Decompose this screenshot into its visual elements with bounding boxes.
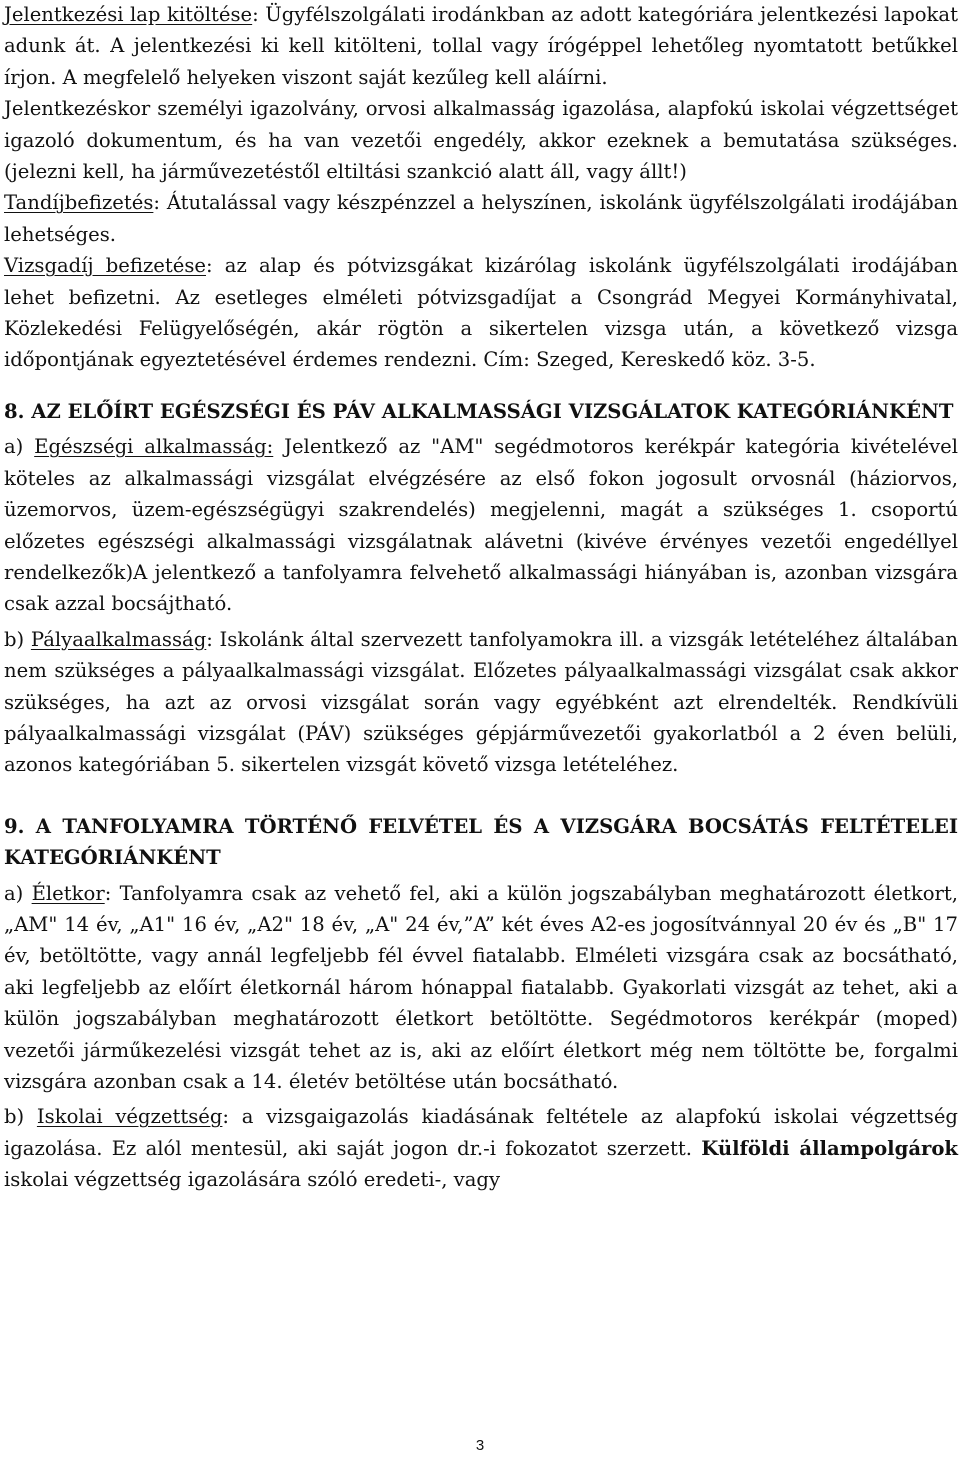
- education-text: : a vizsgaigazolás kiadásának feltétele az alapfokú iskolai végzettség igazolása. Ez alól mentesül, aki saját jogon dr.-i fokozatot szerzett.: [4, 1105, 958, 1160]
- section-9-item-a: a) Életkor: Tanfolyamra csak az vehető fel, aki a külön jogszabályban meghatározott életkort, „AM" 14 év, „A1" 16 év, „A2" 18 év, „A" 24 év,”A” két éves A2-es jogosítvánnyal 20 év és „B" 17 év, betöltötte, vagy annál legfeljebb fél évvel fiatalabb. Elméleti vizsgára csak az bocsátható, aki legfeljebb az előírt életkornál három hónappal fiatalabb. Gyakorlati vizsgát az tehet, aki a külön jogszabályban meghatározott életkort betöltötte. Segédmotoros kerékpár (moped) vezetői járműkezelési vizsgát tehet az is, aki az előírt életkort még nem töltötte be, forgalmi vizsgára azonban csak a 14. életév betöltése után bocsátható.: [4, 881, 958, 1093]
- education-title: Iskolai végzettség: [36, 1105, 223, 1129]
- paragraph-exam-fee: Vizsgadíj befizetése: az alap és pótvizsgákat kizárólag iskolánk ügyfélszolgálati irodájában lehet befizetni. Az esetleges elméleti pótvizsgadíjat a Csongrád Megyei Kormányhivatal, Közlekedési Felügyelőségén, akár rögtön a sikertelen vizsga után, a következő vizsga időpontjának egyeztetésével érdemes rendezni. Cím: Szeged, Kereskedő köz. 3-5.: [4, 254, 958, 372]
- age-text: : Tanfolyamra csak az vehető fel, aki a külön jogszabályban meghatározott életkort, „AM" 14 év, „A1" 16 év, „A2" 18 év, „A" 24 év,”A” két éves A2-es jogosítvánnyal 20 év és „B" 17 év, betöltötte, vagy annál legfeljebb fél évvel fiatalabb. Elméleti vizsgára csak az bocsátható, aki legfeljebb az előírt életkornál három hónappal fiatalabb. Gyakorlati vizsgát az tehet, aki a külön jogszabályban meghatározott életkort betöltötte. Segédmotoros kerékpár (moped) vezetői járműkezelési vizsgát tehet az is, aki az előírt életkort még nem töltötte be, forgalmi vizsgára azonban csak a 14. életév betöltése után bocsátható.: [4, 881, 958, 1093]
- registration-form-title: Jelentkezési lap kitöltése: [4, 3, 253, 26]
- registration-form-text: Ügyfélszolgálati irodánkban az adott kategóriára jelentkezési lapokat adunk át. A jelentkezési ki kell kitölteni, tollal vagy írógéppel lehetőleg nyomtatott betűkkel írjon. A megfelelő helyeken viszont saját kezűleg kell aláírni.: [4, 3, 958, 89]
- tuition-payment-text: Átutalással vagy készpénzzel a helyszínen, iskolánk ügyfélszolgálati irodájában lehetséges.: [4, 191, 958, 246]
- paragraph-registration-form: Jelentkezési lap kitöltése: Ügyfélszolgálati irodánkban az adott kategóriára jelentkezési lapokat adunk át. A jelentkezési ki kell kitölteni, tollal vagy írógéppel lehetőleg nyomtatott betűkkel írjon. A megfelelő helyeken viszont saját kezűleg kell aláírni.: [4, 3, 958, 89]
- paragraph-tuition-payment: Tandíjbefizetés: Átutalással vagy készpénzzel a helyszínen, iskolánk ügyfélszolgálati irodájában lehetséges.: [4, 191, 958, 246]
- health-fitness-text: Jelentkező az "AM" segédmotoros kerékpár kategória kivételével köteles az alkalmassági vizsgálat elvégzésére az első fokon jogosult orvosnál (háziorvos, üzemorvos, üzem-egészségügyi szakrendelés) megjelenni, magát a szükséges 1. csoportú előzetes egészségi alkalmassági vizsgálatnak alávetni (kivéve érvényes vezetői engedéllyel rendelkezők)A jelentkező a tanfolyamra felvehető alkalmassági hiányában is, azonban vizsgára csak azzal bocsájtható.: [4, 435, 958, 616]
- section-8-item-b: b) Pályaalkalmasság: Iskolánk által szervezett tanfolyamokra ill. a vizsgák letételéhez általában nem szükséges a pályaalkalmassági vizsgálat. Előzetes pályaalkalmassági vizsgálat csak akkor szükséges, ha azt az orvosi vizsgálat során vagy egyébként azt elrendelték. Rendkívüli pályaalkalmassági vizsgálat (PÁV) szükséges gépjárművezetői gyakorlatból a 2 éven belüli, azonos kategóriában 5. sikertelen vizsgát követő vizsga letételéhez.: [4, 627, 958, 777]
- section-8-item-a: a) Egészségi alkalmasság: Jelentkező az "AM" segédmotoros kerékpár kategória kivételével köteles az alkalmassági vizsgálat elvégzésére az első fokon jogosult orvosnál (háziorvos, üzemorvos, üzem-egészségügyi szakrendelés) megjelenni, magát a szükséges 1. csoportú előzetes egészségi alkalmassági vizsgálatnak alávetni (kivéve érvényes vezetői engedéllyel rendelkezők)A jelentkező a tanfolyamra felvehető alkalmassági hiányában is, azonban vizsgára csak azzal bocsájtható.: [4, 435, 958, 616]
- health-fitness-title: Egészségi alkalmasság:: [34, 435, 274, 459]
- career-fitness-text: : Iskolánk által szervezett tanfolyamokra ill. a vizsgák letételéhez általában nem szükséges a pályaalkalmassági vizsgálat. Előzetes pályaalkalmassági vizsgálat csak akkor szükséges, ha azt az orvosi vizsgálat során vagy egyébként azt elrendelték. Rendkívüli pályaalkalmassági vizsgálat (PÁV) szükséges gépjárművezetői gyakorlatból a 2 éven belüli, azonos kategóriában 5. sikertelen vizsgát követő vizsga letételéhez.: [4, 627, 958, 777]
- section-9-item-b: b) Iskolai végzettség: a vizsgaigazolás kiadásának feltétele az alapfokú iskolai végzettség igazolása. Ez alól mentesül, aki saját jogon dr.-i fokozatot szerzett. Külföldi állampolgárok iskolai végzettség igazolására szóló eredeti-, vagy: [4, 1105, 958, 1192]
- page-number: 3: [475, 1437, 485, 1454]
- career-fitness-title: Pályaalkalmasság: [30, 627, 207, 651]
- section-8-heading: 8. AZ ELŐÍRT EGÉSZSÉGI ÉS PÁV ALKALMASSÁGI VIZSGÁLATOK KATEGÓRIÁNKÉNT: [4, 399, 954, 423]
- foreign-citizens-label: Külföldi állampolgárok: [701, 1136, 958, 1160]
- exam-fee-text: az alap és pótvizsgákat kizárólag iskolánk ügyfélszolgálati irodájában lehet befizetni. Az esetleges elméleti pótvizsgadíjat a Csongrád Megyei Kormányhivatal, Közlekedési Felügyelőségén, akár rögtön a sikertelen vizsga után, a következő vizsga időpontjának egyeztetésével érdemes rendezni. Cím: Szeged, Kereskedő köz. 3-5.: [4, 254, 958, 372]
- age-title: Életkor: [31, 881, 105, 905]
- education-tail-text: iskolai végzettség igazolására szóló eredeti-, vagy: [4, 1168, 501, 1192]
- paragraph-registration-documents: Jelentkezéskor személyi igazolvány, orvosi alkalmasság igazolása, alapfokú iskolai végzettséget igazoló dokumentum, és ha van vezetői engedély, akkor ezeknek a bemutatása szükséges. (jelezni kell, ha járművezetéstől eltiltási szankció alatt áll, vagy állt!): [4, 97, 958, 184]
- exam-fee-title: Vizsgadíj befizetése: [4, 254, 206, 278]
- tuition-payment-title: Tandíjbefizetés: [4, 191, 154, 215]
- document-page: [4, 0, 958, 1196]
- section-9-heading: 9. A TANFOLYAMRA TÖRTÉNŐ FELVÉTEL ÉS A VIZSGÁRA BOCSÁTÁS FELTÉTELEI KATEGÓRIÁNKÉNT: [4, 814, 958, 870]
